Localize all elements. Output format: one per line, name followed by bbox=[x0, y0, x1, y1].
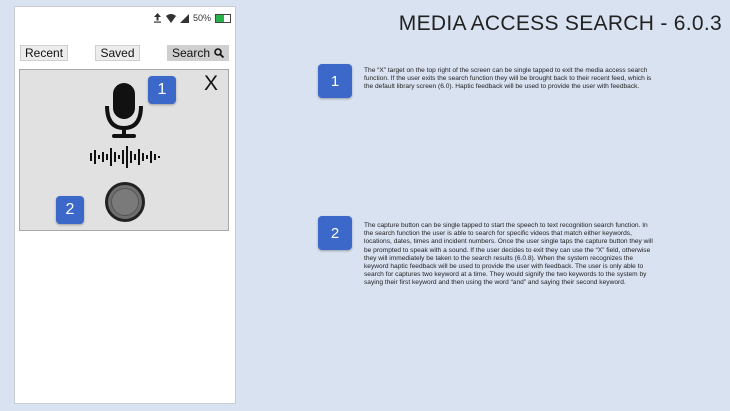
signal-icon bbox=[180, 14, 189, 23]
note-text-1: The “X” target on the top right of the screen can be single tapped to exit the media access search function. If the user exits the search function they will be brought back to their recent feed, which is the default library screen (6.0). Haptic feedback will be used to provide the user with feedback. bbox=[364, 67, 652, 91]
note-text-2: The capture button can be single tapped to start the speech to text recognition search function. In the search function the user is able to search for specific videos that match either keywords, locations, dates, times and incident numbers. Once the user single taps the capture button they will be prompted to speak with a sound. If the user decides to exit they can use the “X” field, otherwise they will immediately be taken to the search results (6.0.8). When the system recognizes the keyword haptic feedback will be used to provide the user with feedback. The user is only able to search for captures two keyword at a time. They would signify the two keywords to the system by saying their first keyword and then using the word “and” and saying their second keyword. bbox=[364, 222, 653, 287]
tab-saved[interactable]: Saved bbox=[95, 45, 139, 61]
tab-search-label: Search bbox=[171, 46, 210, 60]
search-card bbox=[19, 69, 229, 231]
capture-button-inner bbox=[111, 188, 139, 216]
note-badge-1: 1 bbox=[318, 64, 352, 98]
callout-badge-1: 1 bbox=[148, 76, 176, 104]
search-icon bbox=[214, 48, 224, 58]
tab-recent[interactable]: Recent bbox=[20, 45, 68, 61]
battery-percent: 50% bbox=[192, 13, 211, 23]
microphone-icon[interactable] bbox=[104, 82, 144, 140]
upload-icon bbox=[153, 13, 162, 23]
wifi-icon bbox=[166, 14, 176, 23]
capture-button[interactable] bbox=[105, 182, 145, 222]
tab-bar bbox=[20, 45, 229, 61]
battery-icon bbox=[215, 14, 231, 23]
sound-wave-icon bbox=[89, 146, 161, 168]
close-button[interactable]: X bbox=[203, 72, 218, 95]
phone-mockup bbox=[14, 6, 236, 404]
page-title: MEDIA ACCESS SEARCH - 6.0.3 bbox=[398, 12, 722, 35]
status-bar bbox=[153, 12, 231, 24]
tab-search[interactable] bbox=[167, 45, 229, 61]
callout-badge-2: 2 bbox=[56, 196, 84, 224]
note-badge-2: 2 bbox=[318, 216, 352, 250]
